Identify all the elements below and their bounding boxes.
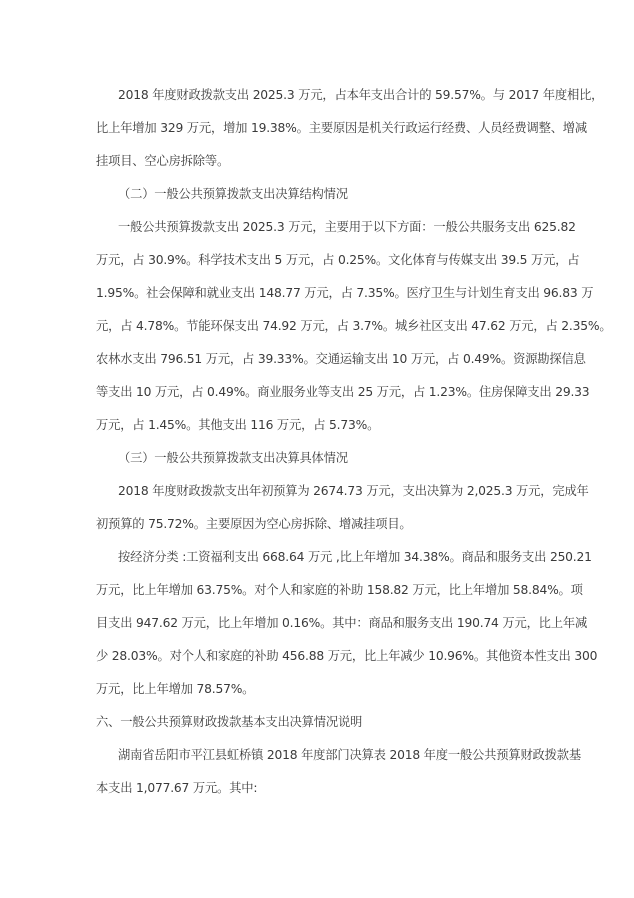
text-line: 一般公共预算拨款支出 2025.3 万元，主要用于以下方面：一般公共服务支出 625.82	[118, 220, 576, 234]
text-line: 目支出 947.62 万元，比上年增加 0.16%。其中：商品和服务支出 190.74 万元，比上年减	[96, 616, 588, 630]
text-line: 万元，比上年增加 63.75%。对个人和家庭的补助 158.82 万元，比上年增加 58.84%。项	[96, 583, 583, 597]
text-line: 本支出 1,077.67 万元。其中:	[96, 781, 258, 795]
text-line: 比上年增加 329 万元，增加 19.38%。主要原因是机关行政运行经费、人员经费调整、增减	[96, 121, 587, 135]
text-line: 初预算的 75.72%。主要原因为空心房拆除、增减挂项目。	[96, 517, 412, 531]
text-line: 等支出 10 万元，占 0.49%。商业服务业等支出 25 万元，占 1.23%。住房保障支出 29.33	[96, 385, 590, 399]
text-line: 元，占 4.78%。节能环保支出 74.92 万元，占 3.7%。城乡社区支出 47.62 万元，占 2.35%。	[96, 319, 612, 333]
text-line: 万元，占 30.9%。科学技术支出 5 万元，占 0.25%。文化体育与传媒支出 39.5 万元，占	[96, 253, 580, 267]
text-line: （三）一般公共预算拨款支出决算具体情况	[118, 451, 348, 465]
text-line: 挂项目、空心房拆除等。	[96, 154, 230, 168]
text-line: 六、一般公共预算财政拨款基本支出决算情况说明	[96, 715, 363, 729]
text-line: 万元，比上年增加 78.57%。	[96, 682, 255, 696]
text-line: 万元，占 1.45%。其他支出 116 万元，占 5.73%。	[96, 418, 380, 432]
text-line: 1.95%。社会保障和就业支出 148.77 万元，占 7.35%。医疗卫生与计划生育支出 96.83 万	[96, 286, 594, 300]
text-line: 2018 年度财政拨款支出 2025.3 万元，占本年支出合计的 59.57%。与 2017 年度相比，	[118, 88, 604, 102]
text-line: 湖南省岳阳市平江县虹桥镇 2018 年度部门决算表 2018 年度一般公共预算财政拨款基	[118, 748, 581, 762]
text-line: 少 28.03%。对个人和家庭的补助 456.88 万元，比上年减少 10.96%。其他资本性支出 300	[96, 649, 598, 663]
text-line: 2018 年度财政拨款支出年初预算为 2674.73 万元，支出决算为 2,025.3 万元，完成年	[118, 484, 589, 498]
text-line: （二）一般公共预算拨款支出决算结构情况	[118, 187, 348, 201]
text-line: 农林水支出 796.51 万元，占 39.33%。交通运输支出 10 万元，占 0.49%。资源勘探信息	[96, 352, 586, 366]
text-line: 按经济分类 :工资福利支出 668.64 万元 ,比上年增加 34.38%。商品和服务支出 250.21	[118, 550, 592, 564]
